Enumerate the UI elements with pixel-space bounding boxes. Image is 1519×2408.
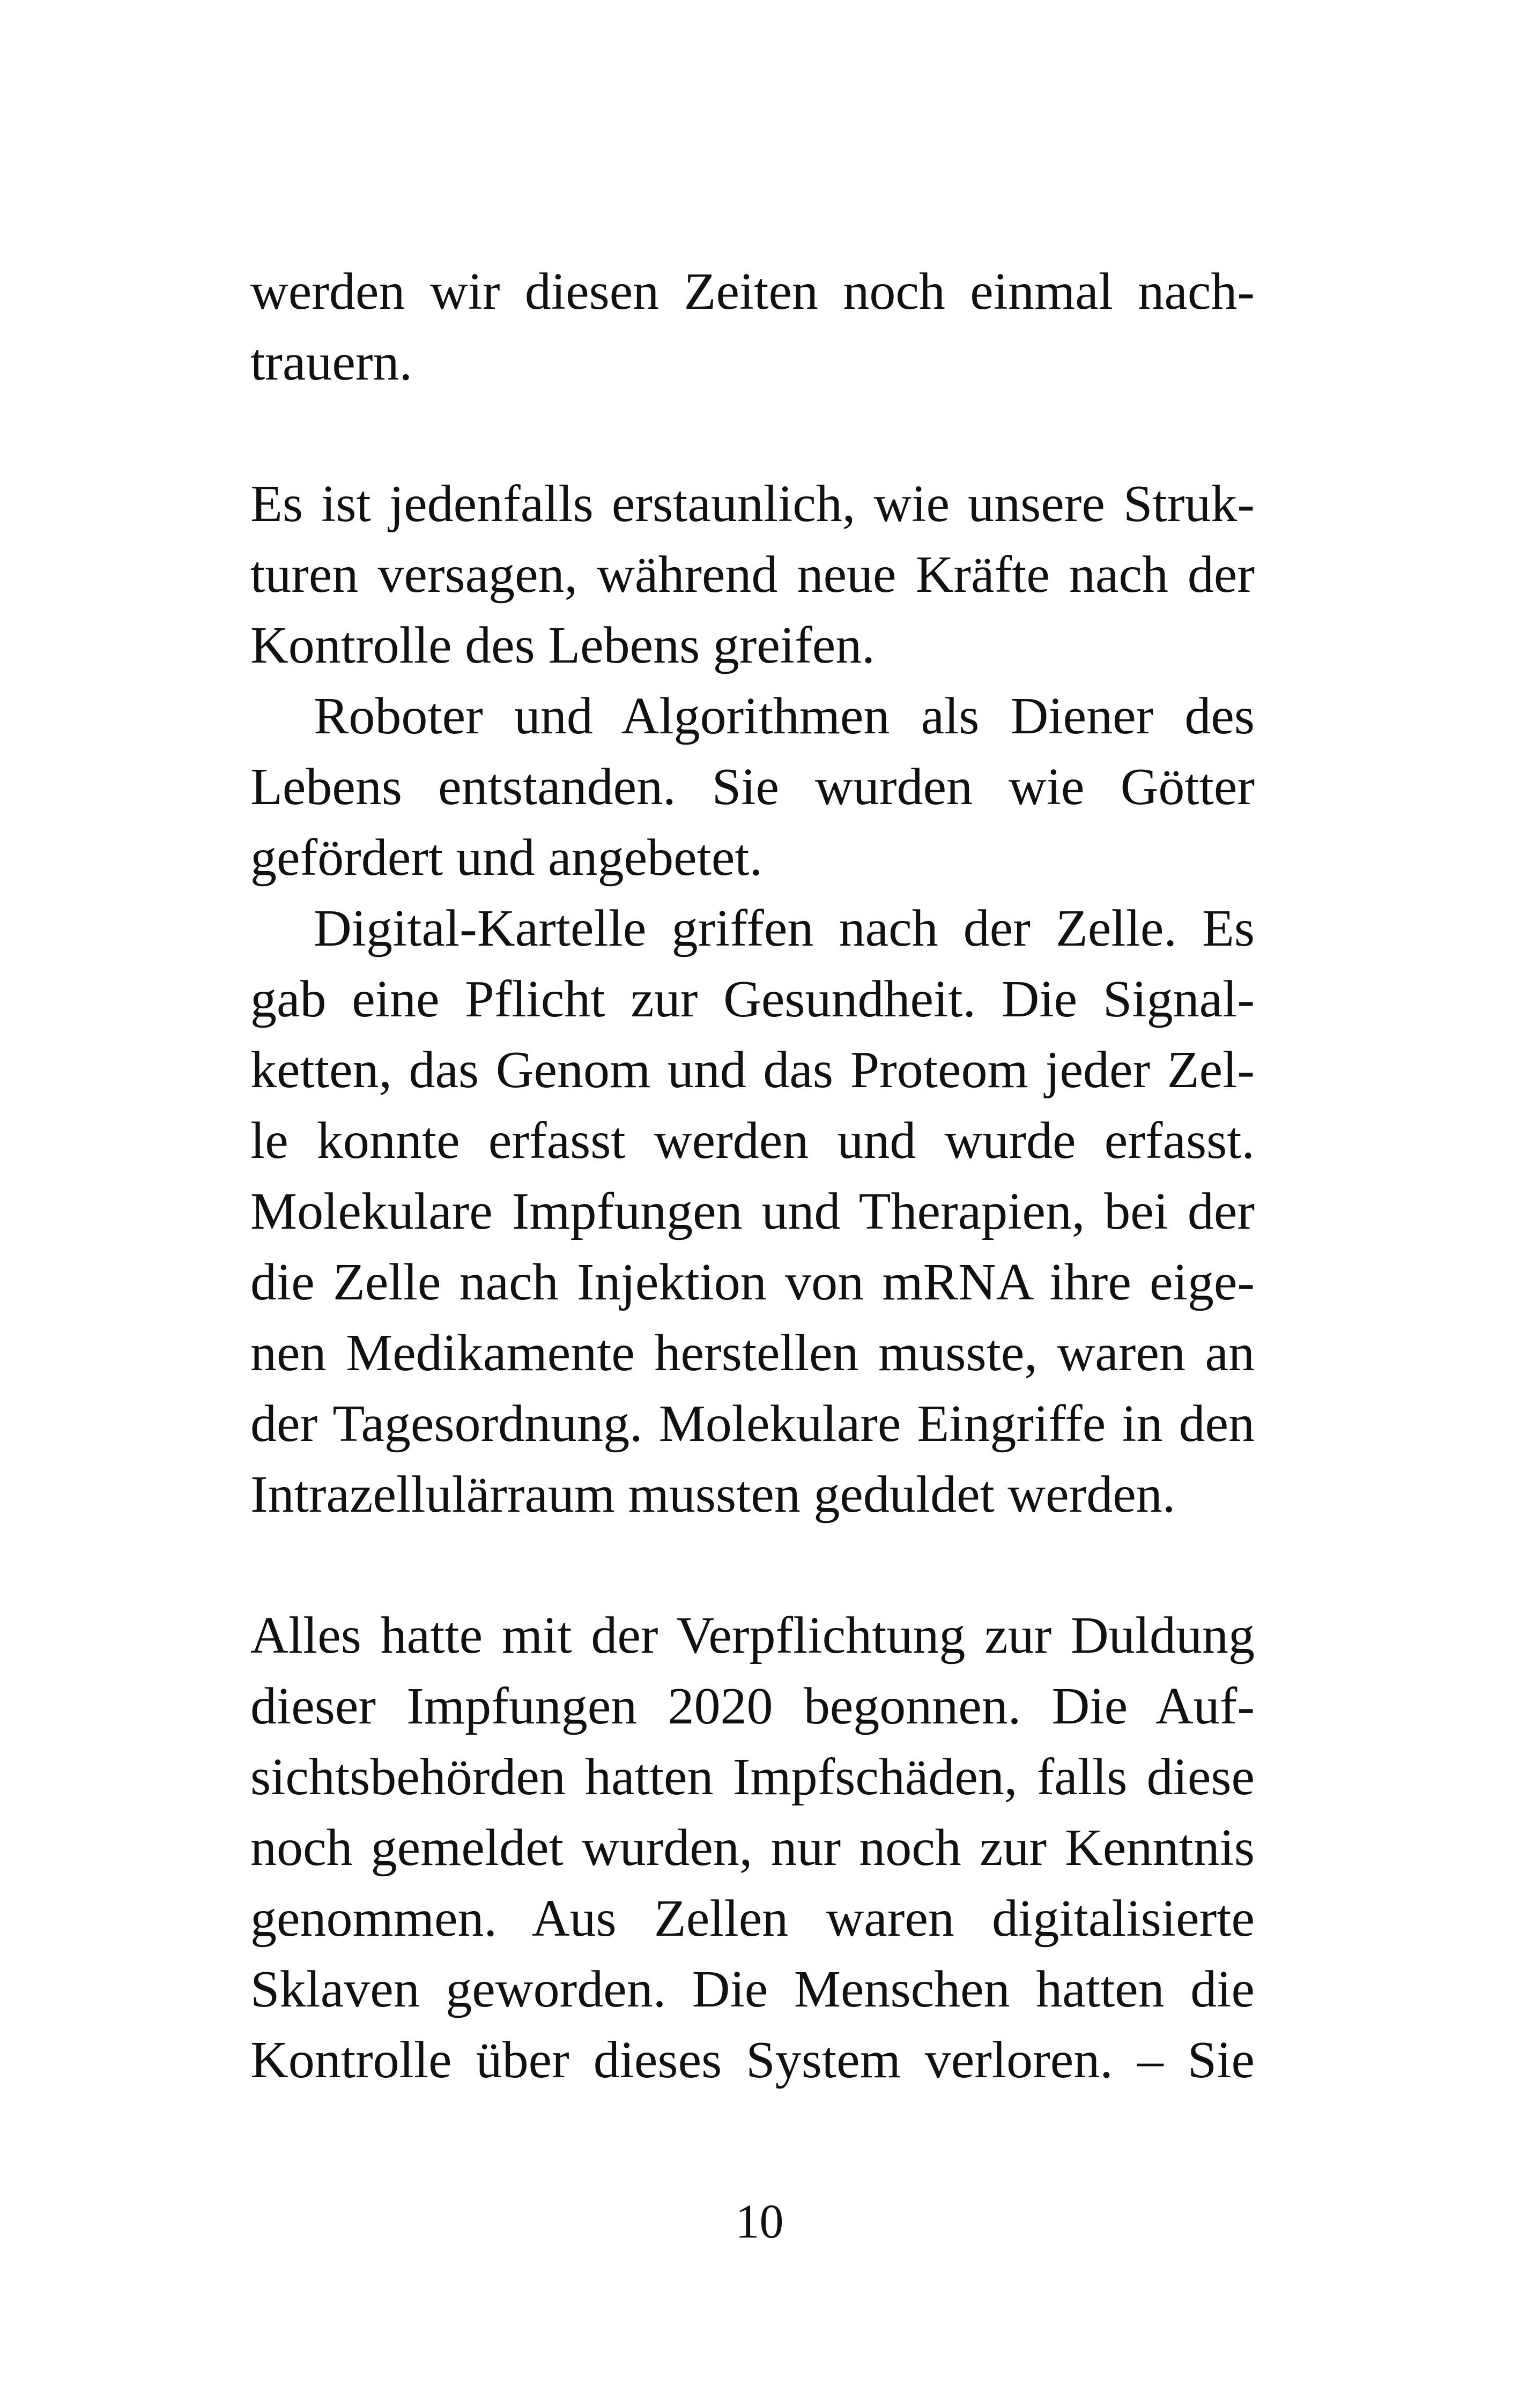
text-line: Digital-Kartelle griffen nach der Zelle. Es — [314, 900, 1255, 957]
text-line: Sklaven geworden. Die Menschen hatten die — [250, 1960, 1255, 2018]
text-line: noch gemeldet wurden, nur noch zur Kenntnis — [250, 1819, 1255, 1877]
text-line: die Zelle nach Injektion von mRNA ihre eige- — [250, 1253, 1255, 1311]
text-line: le konnte erfasst werden und wurde erfasst. — [250, 1112, 1255, 1170]
text-line: Lebens entstanden. Sie wurden wie Götter — [250, 758, 1255, 816]
text-line: dieser Impfungen 2020 begonnen. Die Auf- — [250, 1677, 1255, 1735]
text-line: Molekulare Impfungen und Therapien, bei der — [250, 1183, 1255, 1240]
text-line: sichtsbehörden hatten Impfschäden, falls diese — [250, 1748, 1255, 1806]
text-line: Roboter und Algorithmen als Diener des — [314, 687, 1255, 745]
text-line: werden wir diesen Zeiten noch einmal nach- — [250, 263, 1255, 321]
page-number: 10 — [735, 2195, 784, 2248]
text-line: Intrazellulärraum mussten geduldet werden. — [250, 1466, 1176, 1523]
text-line: Es ist jedenfalls erstaunlich, wie unsere Struk- — [250, 475, 1255, 533]
text-line: Kontrolle des Lebens greifen. — [250, 616, 875, 674]
text-line: genommen. Aus Zellen waren digitalisierte — [250, 1890, 1255, 1948]
body-section — [250, 1600, 1255, 2095]
text-line: ketten, das Genom und das Proteom jeder Zel- — [250, 1041, 1255, 1099]
text-line: Kontrolle über dieses System verloren. – Sie — [250, 2031, 1255, 2089]
text-line: gab eine Pflicht zur Gesundheit. Die Signal- — [250, 970, 1255, 1028]
text-line: turen versagen, während neue Kräfte nach der — [250, 546, 1255, 604]
text-line: der Tagesordnung. Molekulare Eingriffe in den — [250, 1395, 1255, 1453]
paragraph-continuation — [250, 256, 1255, 398]
text-line: nen Medikamente herstellen musste, waren an — [250, 1324, 1255, 1382]
text-line: trauern. — [250, 333, 412, 391]
body-section — [250, 469, 1255, 1530]
text-line: Alles hatte mit der Verpflichtung zur Duldung — [250, 1607, 1255, 1664]
text-line: gefördert und angebetet. — [250, 829, 763, 887]
